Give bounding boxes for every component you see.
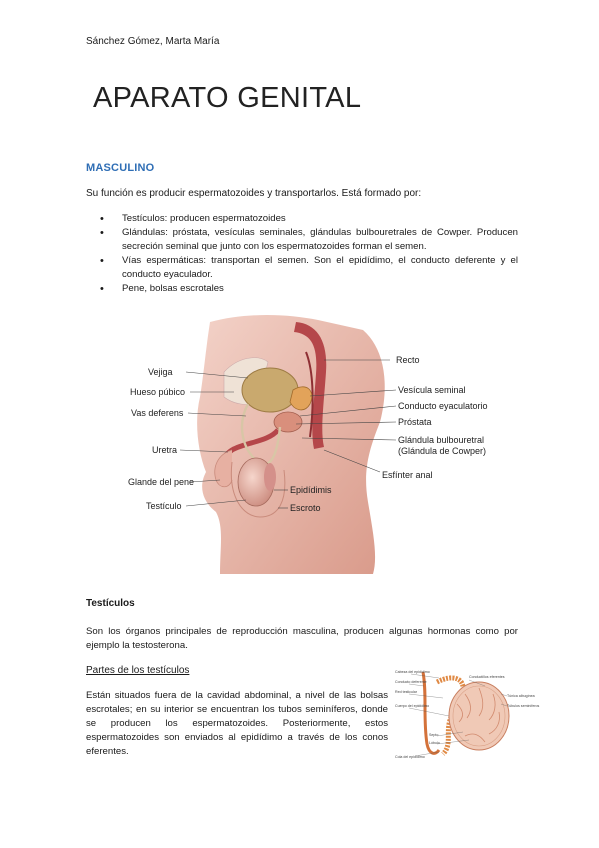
label-red-testicular: Red testicular [395,690,417,694]
author-name: Sánchez Gómez, Marta María [86,36,220,47]
label-cola-epididimo: Cola del epidídimo [395,755,425,759]
list-item: • Pene, bolsas escrotales [86,282,518,296]
label-conductillos-eferentes: Conductillos eferentes [469,675,505,679]
label-escroto: Escroto [290,503,321,513]
label-uretra: Uretra [152,445,178,455]
testis-cross-section-illustration [393,664,540,764]
list-item: • Testículos: producen espermatozoides [86,212,518,226]
list-item: • Vías espermáticas: transportan el semen. Son el epidídimo, el conducto deferente y el conducto eyaculador. [86,254,518,282]
label-recto: Recto [396,355,420,365]
testiculos-paragraph: Son los órganos principales de reproducción masculina, producen algunas hormonas como por ejemplo la testosterona. [86,626,518,651]
partes-paragraph: Están situados fuera de la cavidad abdominal, a nivel de las bolsas escrotales; en su interior se encuentran los tubos seminíferos, donde se producen los espermatozoides. Posteriormente, estos espermatozoides son enviados al epidídimo a través de los conos eferentes. [86,690,388,757]
label-glande-del-pene: Glande del pene [128,477,195,487]
subsection-heading-partes: Partes de los testículos [86,665,190,676]
label-epididimis: Epidídimis [290,485,332,495]
male-reproductive-anatomy-illustration [128,312,493,574]
label-lobulo: Lóbulo [429,741,440,745]
label-vesicula-seminal: Vesícula seminal [398,385,466,395]
label-tunica-albuginea: Túnica albugínea [507,694,535,698]
label-conducto-eyaculatorio: Conducto eyaculatorio [398,401,488,411]
label-cabeza-epididimo: Cabeza del epidídimo [395,670,430,674]
label-cuerpo-epididimo: Cuerpo del epidídimo [395,704,430,708]
label-vas-deferens: Vas deferens [131,408,184,418]
label-prostata: Próstata [398,417,432,427]
label-conducto-deferente: Conducto deferente [395,680,427,684]
section-heading-masculino: MASCULINO [86,162,155,174]
section-intro: Su función es producir espermatozoides y transportarlos. Está formado por: [86,188,422,199]
label-vejiga: Vejiga [148,367,173,377]
page-title: APARATO GENITAL [93,82,362,114]
label-tubulos-seminiferos: Túbulos seminíferos [507,704,540,708]
label-esfinter-anal: Esfínter anal [382,470,433,480]
organ-list [86,212,518,296]
label-glandula-bulbouretral: Glándula bulbouretral [398,435,485,445]
label-hueso-pubico: Hueso púbico [130,387,186,397]
section-heading-testiculos: Testículos [86,598,135,609]
list-item: • Glándulas: próstata, vesículas seminales, glándulas bulbouretrales de Cowper. Producen secreción seminal que junto con los espermatozoides forman el semen. [86,226,518,254]
label-testiculo: Testículo [146,501,182,511]
label-glandula-cowper: (Glándula de Cowper) [398,446,487,456]
label-septo: Septo [429,733,439,737]
